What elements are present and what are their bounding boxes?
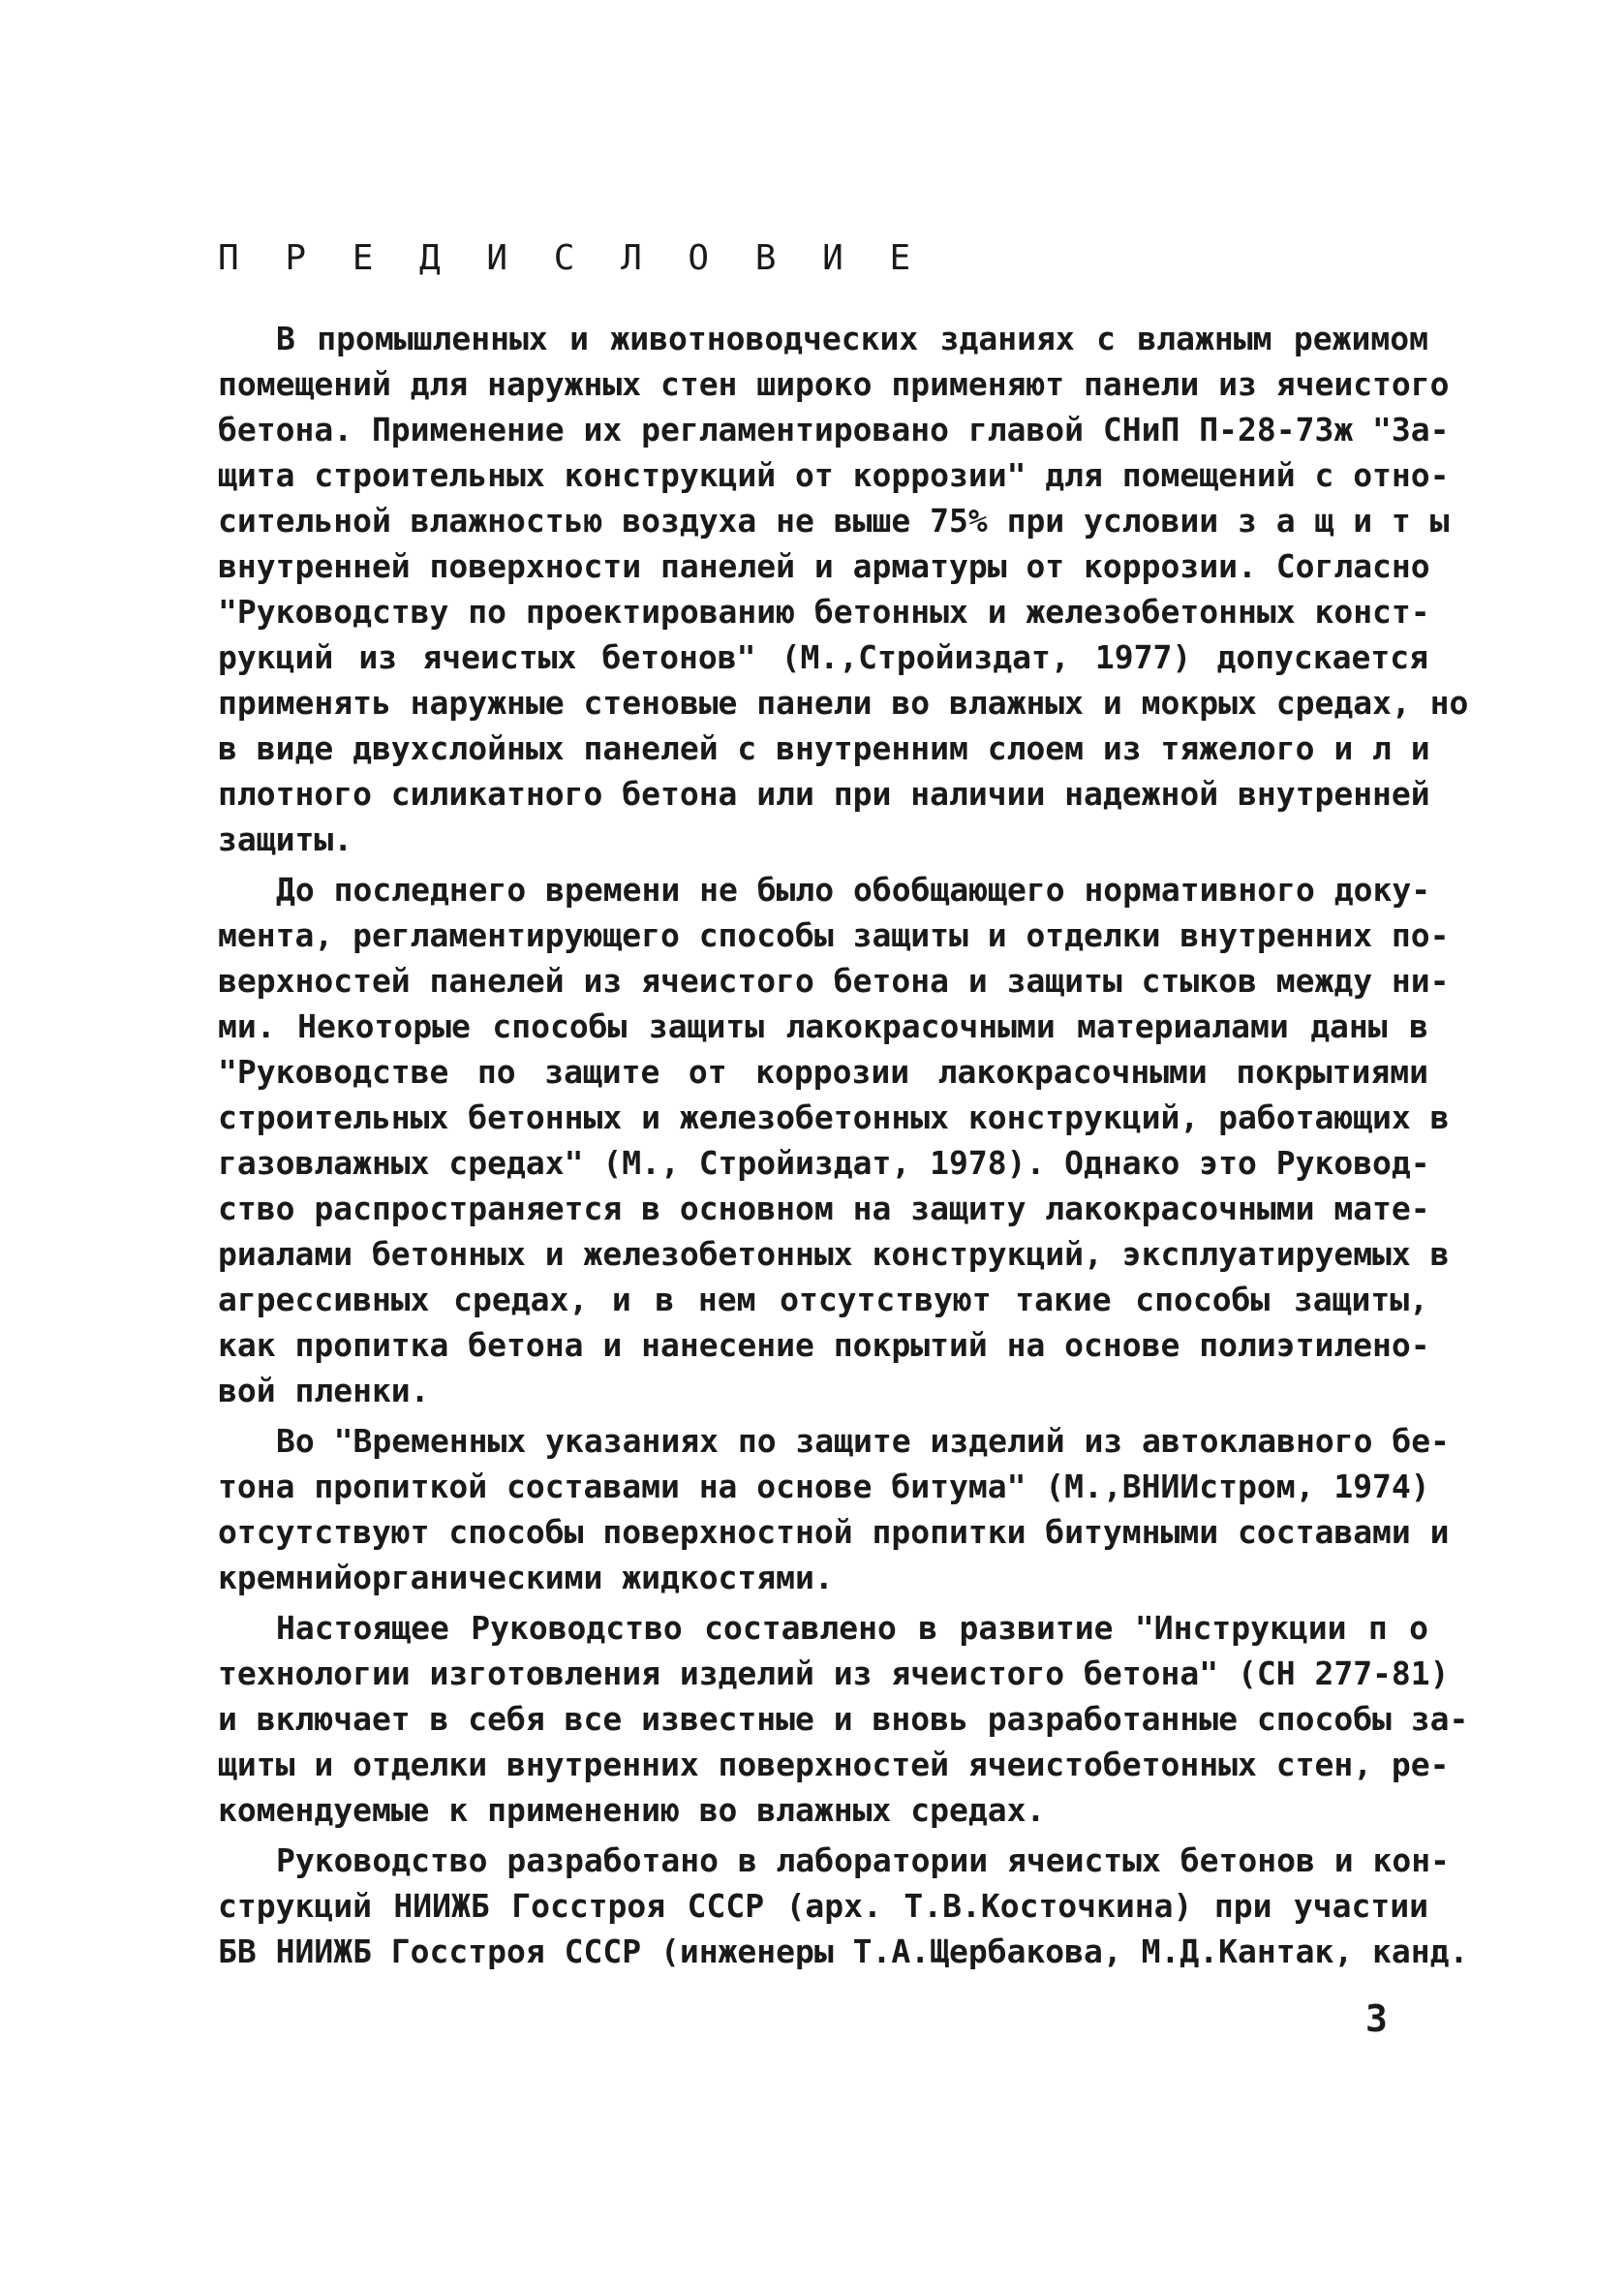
text-line: Руководство разработано в лаборатории ячеистых бетонов и кон- — [276, 1841, 1450, 1879]
text-line: строительных бетонных и железобетонных конструкций, работающих в — [218, 1098, 1450, 1136]
text-line: Во "Временных указаниях по защите изделий из автоклавного бе- — [276, 1422, 1450, 1460]
page-number: 3 — [1365, 1997, 1388, 2040]
text-line: струкций НИИЖБ Госстроя СССР (арх. Т.В.Косточкина) при участии — [218, 1887, 1428, 1925]
text-line: бетона. Применение их регламентировано главой СНиП П-28-73ж "За- — [218, 411, 1450, 448]
text-line: отсутствуют способы поверхностной пропитки битумными составами и — [218, 1513, 1450, 1551]
text-line: БВ НИИЖБ Госстроя СССР (инженеры Т.А.Щербакова, М.Д.Кантак, канд. — [218, 1932, 1469, 1970]
text-line: технологии изготовления изделий из ячеистого бетона" (СН 277-81) — [218, 1654, 1450, 1692]
text-line: ми. Некоторые способы защиты лакокрасочными материалами даны в — [218, 1007, 1428, 1045]
text-line: кремнийорганическими жидкостями. — [218, 1559, 834, 1596]
text-line: верхностей панелей из ячеистого бетона и защиты стыков между ни- — [218, 962, 1450, 1000]
text-line: ство распространяется в основном на защиту лакокрасочными мате- — [218, 1190, 1430, 1227]
text-line: защиты. — [218, 820, 353, 858]
text-line: газовлажных средах" (М., Стройиздат, 1978). Однако это Руковод- — [218, 1144, 1430, 1182]
text-line: "Руководстве по защите от коррозии лакокрасочными покрытиями — [218, 1053, 1428, 1091]
text-line: внутренней поверхности панелей и арматуры от коррозии. Согласно — [218, 547, 1430, 585]
text-line: как пропитка бетона и нанесение покрытий на основе полиэтилено- — [218, 1326, 1430, 1364]
text-line: До последнего времени не было обобщающего нормативного доку- — [276, 871, 1431, 909]
text-line: агрессивных средах, и в нем отсутствуют такие способы защиты, — [218, 1281, 1428, 1318]
text-line: применять наружные стеновые панели во влажных и мокрых средах, но — [218, 684, 1469, 722]
page-heading: П Р Е Д И С Л О В И Е — [218, 238, 924, 278]
text-line: тона пропиткой составами на основе битума" (М.,ВНИИстром, 1974) — [218, 1468, 1430, 1505]
text-line: вой пленки. — [218, 1372, 430, 1409]
text-line: комендуемые к применению во влажных средах. — [218, 1791, 1046, 1829]
text-line: рукций из ячеистых бетонов" (М.,Стройиздат, 1977) допускается — [218, 638, 1428, 676]
text-line: и включает в себя все известные и вновь разработанные способы за- — [218, 1700, 1469, 1738]
text-line: "Руководству по проектированию бетонных и железобетонных конст- — [218, 593, 1430, 631]
text-line: В промышленных и животноводческих зданиях с влажным режимом — [276, 320, 1428, 357]
text-line: плотного силикатного бетона или при наличии надежной внутренней — [218, 775, 1430, 813]
text-line: в виде двухслойных панелей с внутренним слоем из тяжелого и л и — [218, 729, 1430, 767]
text-line: щита строительных конструкций от коррозии" для помещений с отно- — [218, 456, 1450, 494]
text-line: сительной влажностью воздуха не выше 75% при условии з а щ и т ы — [218, 502, 1450, 540]
text-line: щиты и отделки внутренних поверхностей ячеистобетонных стен, ре- — [218, 1746, 1450, 1783]
text-line: риалами бетонных и железобетонных конструкций, эксплуатируемых в — [218, 1235, 1450, 1273]
text-line: Настоящее Руководство составлено в развитие "Инструкции п о — [276, 1609, 1428, 1647]
text-line: мента, регламентирующего способы защиты и отделки внутренних по- — [218, 916, 1450, 954]
text-line: помещений для наружных стен широко применяют панели из ячеистого — [218, 365, 1450, 403]
